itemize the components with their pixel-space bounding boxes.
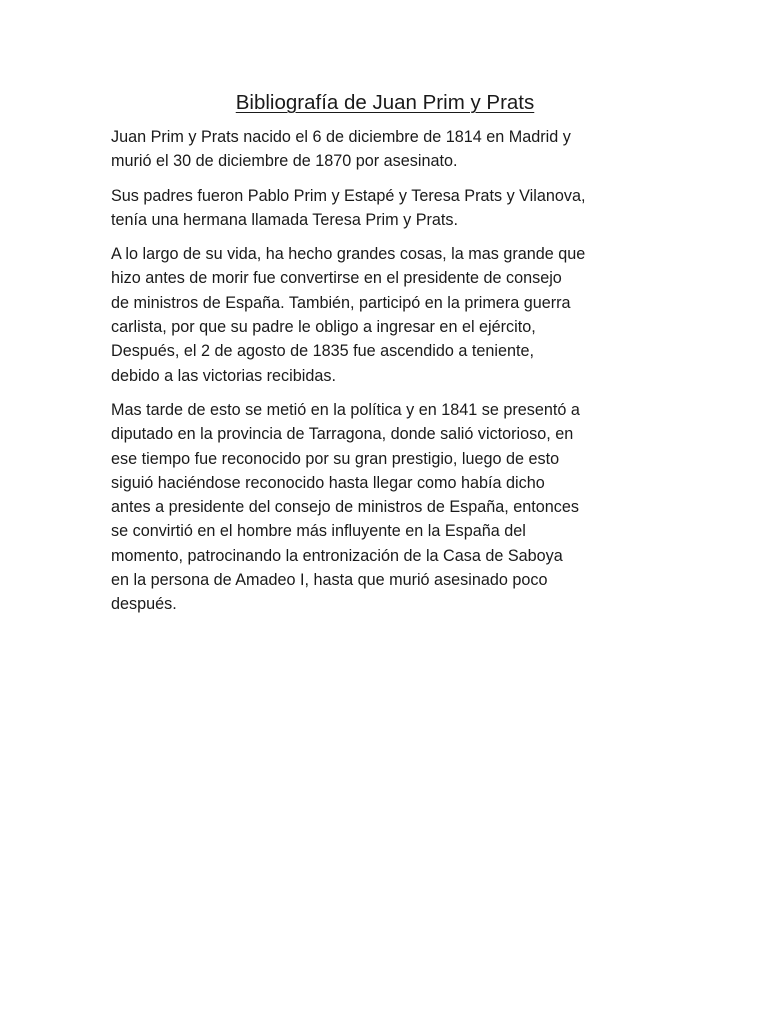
- document-body: [111, 90, 659, 627]
- page-title: Bibliografía de Juan Prim y Prats: [235, 91, 535, 114]
- paragraph-birth-death: Juan Prim y Prats nacido el 6 de diciembre de 1814 en Madrid y murió el 30 de diciembre de 1870 por asesinato.: [111, 128, 571, 171]
- paragraph-politics: Mas tarde de esto se metió en la política y en 1841 se presentó a diputado en la provincia de Tarragona, donde salió victorioso, en ese tiempo fue reconocido por su gran prestigio, luego de esto siguió haciéndose reconocido hasta llegar como había dicho antes a presidente del consejo de ministros de España, entonces se convirtió en el hombre más influyente en la España del momento, patrocinando la entronización de la Casa de Saboya en la persona de Amadeo I, hasta que murió asesinado poco después.: [111, 400, 580, 614]
- paragraph-career: A lo largo de su vida, ha hecho grandes cosas, la mas grande que hizo antes de morir fue convertirse en el presidente de consejo de ministros de España. También, participó en la primera guerra carlista, por que su padre le obligo a ingresar en el ejército, Después, el 2 de agosto de 1835 fue ascendido a teniente, debido a las victorias recibidas.: [111, 245, 586, 385]
- paragraph-family: Sus padres fueron Pablo Prim y Estapé y Teresa Prats y Vilanova, tenía una hermana llamada Teresa Prim y Prats.: [111, 186, 586, 229]
